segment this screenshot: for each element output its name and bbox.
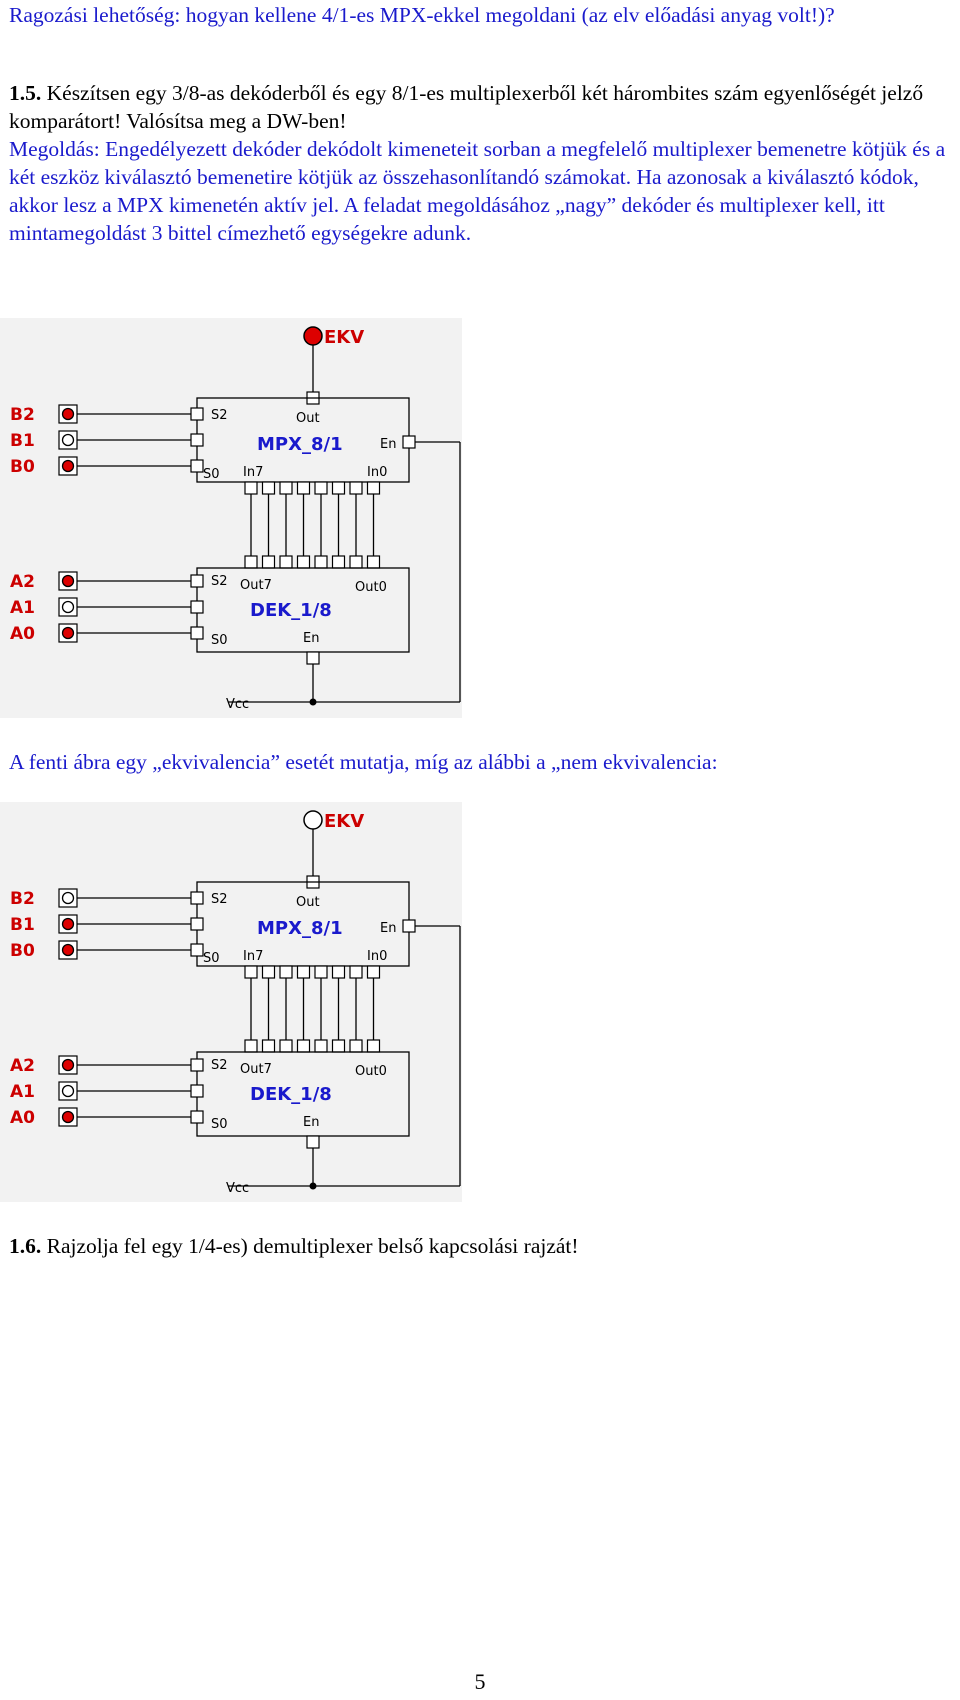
dek-out-pin-0 — [245, 1040, 257, 1052]
input-led-b1-light — [63, 919, 74, 930]
dek-select-pin-a2 — [191, 1059, 203, 1071]
dek-out-pin-5 — [333, 1040, 345, 1052]
vcc-label: Vcc — [226, 697, 250, 712]
mpx-s0-label: S0 — [203, 467, 220, 482]
dek-select-pin-a1 — [191, 1085, 203, 1097]
ekv-led — [304, 327, 322, 345]
dek-out-pin-3 — [298, 556, 310, 568]
diagram-background — [0, 802, 462, 1202]
mpx-en-label: En — [380, 437, 397, 452]
ekv-led — [304, 811, 322, 829]
mpx-select-pin-b2 — [191, 408, 203, 420]
input-led-b2-light — [63, 409, 74, 420]
input-led-a0-light — [63, 628, 74, 639]
mpx-in0-label: In0 — [367, 465, 388, 480]
task-1-6 — [9, 1232, 949, 1260]
mpx-out-label: Out — [296, 895, 320, 910]
dek-out0-label: Out0 — [355, 1064, 387, 1079]
between-text: A fenti ábra egy „ekvivalencia” esetét mutatja, míg az alábbi a „nem ekvivalencia: — [9, 750, 718, 774]
dek-s2-label: S2 — [211, 1058, 228, 1073]
solution-text: Megoldás: Engedélyezett dekóder dekódolt kimeneteit sorban a megfelelő multiplexer bemenetre kötjük és a két eszköz kiválasztó bemenetire kötjük az összehasonlítandó számokat. Ha azonosak a kiválasztó kódok, akkor lesz a MPX kimenetén aktív jel. A feladat megoldásához „nagy” dekóder és multiplexer kell, itt mintamegoldást 3 bittel címezhető egységekre adunk. — [9, 137, 946, 245]
dek-s0-label: S0 — [211, 633, 228, 648]
mpx-s0-label: S0 — [203, 951, 220, 966]
input-label-b2: B2 — [10, 405, 35, 425]
dek-out-pin-7 — [368, 556, 380, 568]
task-1-6-number: 1.6. — [9, 1234, 42, 1258]
dek-en-pin — [307, 652, 319, 664]
input-label-a0: A0 — [10, 1108, 35, 1128]
diagram-equivalence — [0, 318, 470, 723]
dek-en-pin — [307, 1136, 319, 1148]
dek-out7-label: Out7 — [240, 1062, 272, 1077]
circuit-diagram-2 — [0, 802, 470, 1202]
input-led-b2-light — [63, 893, 74, 904]
dek-out-pin-6 — [350, 556, 362, 568]
input-label-b0: B0 — [10, 457, 35, 477]
dek-title: DEK_1/8 — [250, 600, 332, 621]
dek-select-pin-a2 — [191, 575, 203, 587]
input-led-b0-light — [63, 461, 74, 472]
diagram-background — [0, 318, 462, 718]
dek-out-pin-2 — [280, 1040, 292, 1052]
task-1-6-text: Rajzolja fel egy 1/4-es) demultiplexer belső kapcsolási rajzát! — [46, 1234, 579, 1258]
dek-en-label: En — [303, 631, 320, 646]
input-label-a1: A1 — [10, 598, 35, 618]
mpx-in-pin-3 — [298, 482, 310, 494]
mpx-in-pin-2 — [280, 482, 292, 494]
task-1-5-text: Készítsen egy 3/8-as dekóderből és egy 8/1-es multiplexerből két hárombites szám egyenlőségét jelző komparátort! Valósítsa meg a DW-ben! — [9, 81, 924, 133]
dek-select-pin-a0 — [191, 1111, 203, 1123]
mpx-out-label: Out — [296, 411, 320, 426]
dek-out-pin-1 — [263, 1040, 275, 1052]
mpx-select-pin-b2 — [191, 892, 203, 904]
mpx-title: MPX_8/1 — [257, 434, 343, 455]
input-led-a2-light — [63, 1060, 74, 1071]
circuit-diagram-1 — [0, 318, 470, 718]
dek-s2-label: S2 — [211, 574, 228, 589]
input-label-a2: A2 — [10, 1056, 35, 1076]
input-led-a0-light — [63, 1112, 74, 1123]
dek-out-pin-1 — [263, 556, 275, 568]
input-label-b1: B1 — [10, 431, 35, 451]
mpx-in7-label: In7 — [243, 949, 264, 964]
mpx-s2-label: S2 — [211, 408, 228, 423]
diagram-non-equivalence — [0, 802, 470, 1207]
task-1-5 — [9, 79, 949, 135]
dek-out-pin-0 — [245, 556, 257, 568]
mpx-in-pin-0 — [245, 966, 257, 978]
mpx-select-pin-b1 — [191, 434, 203, 446]
mpx-in-pin-2 — [280, 966, 292, 978]
dek-en-label: En — [303, 1115, 320, 1130]
mpx-in7-label: In7 — [243, 465, 264, 480]
dek-out-pin-6 — [350, 1040, 362, 1052]
mpx-in-pin-1 — [263, 482, 275, 494]
mpx-en-pin — [403, 920, 415, 932]
page-number: 5 — [474, 1669, 486, 1694]
vcc-label: Vcc — [226, 1181, 250, 1196]
input-label-b2: B2 — [10, 889, 35, 909]
mpx-in-pin-7 — [368, 482, 380, 494]
dek-out-pin-2 — [280, 556, 292, 568]
dek-out-pin-7 — [368, 1040, 380, 1052]
mpx-in-pin-6 — [350, 966, 362, 978]
dek-out-pin-5 — [333, 556, 345, 568]
input-led-a2-light — [63, 576, 74, 587]
mpx-s2-label: S2 — [211, 892, 228, 907]
input-led-a1-light — [63, 602, 74, 613]
intro-text: Ragozási lehetőség: hogyan kellene 4/1-es MPX-ekkel megoldani (az elv előadási anyag volt!)? — [9, 3, 835, 27]
dek-select-pin-a1 — [191, 601, 203, 613]
mpx-in-pin-5 — [333, 966, 345, 978]
task-1-5-number: 1.5. — [9, 81, 42, 105]
mpx-in0-label: In0 — [367, 949, 388, 964]
ekv-label: EKV — [324, 811, 365, 832]
mpx-en-pin — [403, 436, 415, 448]
input-label-b0: B0 — [10, 941, 35, 961]
dek-select-pin-a0 — [191, 627, 203, 639]
mpx-en-label: En — [380, 921, 397, 936]
input-led-b1-light — [63, 435, 74, 446]
mpx-title: MPX_8/1 — [257, 918, 343, 939]
dek-out-pin-4 — [315, 556, 327, 568]
dek-out-pin-3 — [298, 1040, 310, 1052]
dek-out7-label: Out7 — [240, 578, 272, 593]
mpx-in-pin-0 — [245, 482, 257, 494]
mpx-in-pin-4 — [315, 966, 327, 978]
input-label-a2: A2 — [10, 572, 35, 592]
mpx-in-pin-1 — [263, 966, 275, 978]
mpx-in-pin-4 — [315, 482, 327, 494]
dek-out0-label: Out0 — [355, 580, 387, 595]
mpx-select-pin-b0 — [191, 944, 203, 956]
mpx-in-pin-5 — [333, 482, 345, 494]
dek-s0-label: S0 — [211, 1117, 228, 1132]
mpx-select-pin-b1 — [191, 918, 203, 930]
input-led-b0-light — [63, 945, 74, 956]
ekv-label: EKV — [324, 327, 365, 348]
dek-title: DEK_1/8 — [250, 1084, 332, 1105]
input-label-a0: A0 — [10, 624, 35, 644]
mpx-select-pin-b0 — [191, 460, 203, 472]
dek-out-pin-4 — [315, 1040, 327, 1052]
mpx-in-pin-6 — [350, 482, 362, 494]
mpx-in-pin-7 — [368, 966, 380, 978]
input-label-a1: A1 — [10, 1082, 35, 1102]
input-label-b1: B1 — [10, 915, 35, 935]
input-led-a1-light — [63, 1086, 74, 1097]
mpx-in-pin-3 — [298, 966, 310, 978]
